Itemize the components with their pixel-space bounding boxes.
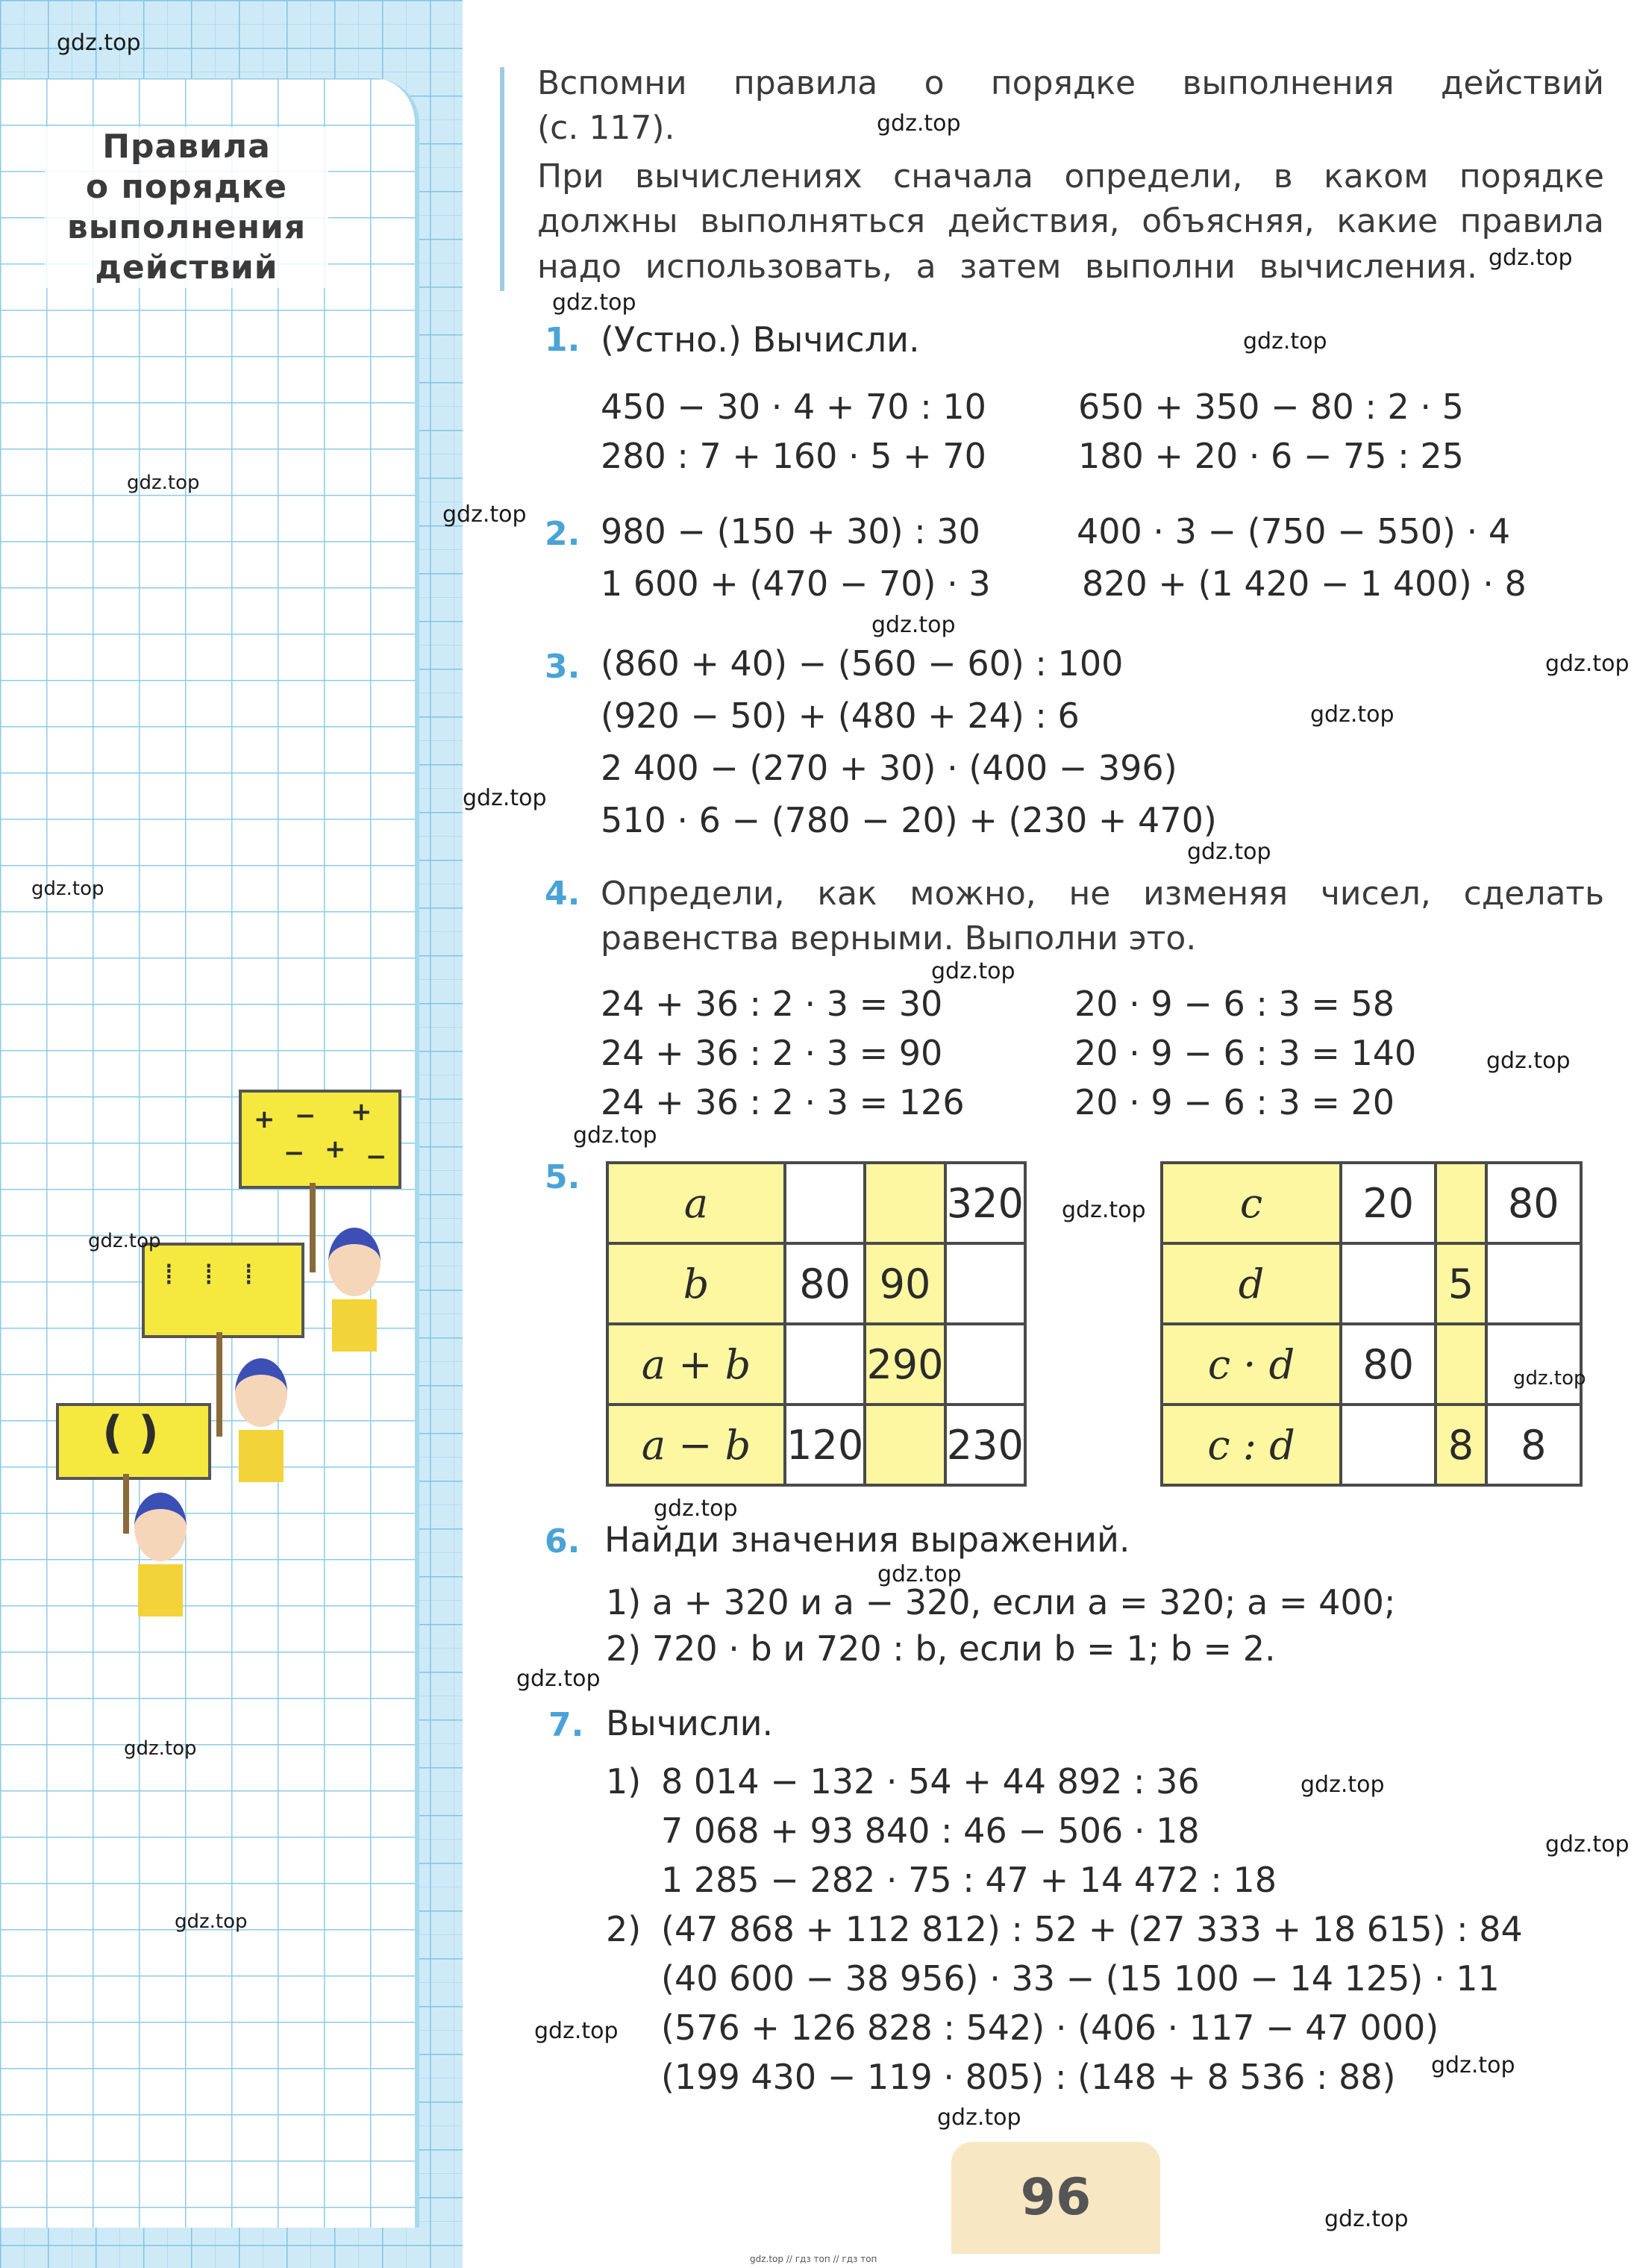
table-row <box>607 1243 1025 1324</box>
table-cell: 90 <box>865 1243 945 1324</box>
table-cell: c <box>1162 1163 1341 1243</box>
watermark: gdz.top <box>1187 839 1271 865</box>
watermark: gdz.top <box>1431 2052 1515 2078</box>
watermark: gdz.top <box>937 2105 1021 2131</box>
watermark: gdz.top <box>1489 245 1573 271</box>
plus-icon: + <box>351 1097 372 1127</box>
table-cell <box>865 1163 945 1243</box>
expression: 980 − (150 + 30) : 30 <box>601 511 980 552</box>
table-cell <box>1486 1243 1581 1324</box>
watermark: gdz.top <box>534 2018 619 2044</box>
expression: 1) a + 320 и a − 320, если a = 320; a = 400; <box>606 1582 1396 1622</box>
table-cell <box>1341 1243 1436 1324</box>
table-cell: 8 <box>1436 1405 1486 1485</box>
rules-title-line: действий <box>95 249 278 287</box>
plus-icon: + <box>254 1105 275 1134</box>
watermark: gdz.top <box>871 612 956 638</box>
watermark: gdz.top <box>1243 328 1327 354</box>
bottom-watermark: gdz.top // гдз топ // гдз топ <box>750 2254 877 2264</box>
table-cell: 80 <box>1341 1324 1436 1405</box>
expression: (40 600 − 38 956) · 33 − (15 100 − 14 125) · 11 <box>661 1958 1500 1999</box>
rules-title-line: о порядке <box>85 168 288 206</box>
expression: (47 868 + 112 812) : 52 + (27 333 + 18 615) : 84 <box>661 1909 1523 1949</box>
equation: 20 · 9 − 6 : 3 = 58 <box>1074 984 1395 1024</box>
table-cell: 80 <box>785 1243 865 1324</box>
rules-title-line: Правила <box>102 128 271 166</box>
task-number: 2. <box>545 515 580 553</box>
table-cell: 20 <box>1341 1163 1436 1243</box>
watermark: gdz.top <box>1545 651 1630 677</box>
task-number: 1. <box>545 321 580 359</box>
expression: 2) 720 · b и 720 : b, если b = 1; b = 2. <box>606 1628 1276 1669</box>
table-row <box>607 1405 1025 1485</box>
table-cell: 320 <box>945 1163 1025 1243</box>
watermark: gdz.top <box>463 785 547 811</box>
table-cell: 230 <box>945 1405 1025 1485</box>
watermark: gdz.top <box>654 1496 738 1522</box>
minus-icon: − <box>284 1138 305 1168</box>
kid-top <box>328 1228 381 1352</box>
minus-icon: − <box>295 1101 316 1131</box>
expression: (576 + 126 828 : 542) · (406 · 117 − 47 000) <box>661 2008 1439 2048</box>
equation: 20 · 9 − 6 : 3 = 20 <box>1074 1082 1395 1122</box>
equation: 24 + 36 : 2 · 3 = 126 <box>601 1082 965 1122</box>
kid-middle <box>235 1358 287 1482</box>
table-row <box>1162 1243 1581 1324</box>
task-number: 5. <box>545 1158 580 1196</box>
watermark: gdz.top <box>1324 2206 1409 2232</box>
table-a-b <box>606 1161 1027 1487</box>
watermark: gdz.top <box>175 1911 248 1933</box>
sign-pole <box>123 1474 129 1534</box>
table-cell: b <box>607 1243 785 1324</box>
table-cell <box>1436 1324 1486 1405</box>
watermark: gdz.top <box>573 1122 657 1149</box>
expression: 820 + (1 420 − 1 400) · 8 <box>1082 563 1527 604</box>
table-cell <box>865 1405 945 1485</box>
expression: 8 014 − 132 · 54 + 44 892 : 36 <box>661 1761 1200 1802</box>
watermark: gdz.top <box>1545 1831 1630 1858</box>
watermark: gdz.top <box>877 110 961 137</box>
part-number: 2) <box>606 1909 642 1949</box>
table-cell <box>1436 1163 1486 1243</box>
equation: 20 · 9 − 6 : 3 = 140 <box>1074 1033 1417 1073</box>
table-row <box>1162 1405 1581 1485</box>
table-cell: c : d <box>1162 1405 1341 1485</box>
rules-title <box>45 127 328 288</box>
watermark: gdz.top <box>516 1666 601 1692</box>
kids-illustration <box>45 1090 403 1627</box>
table-cell: a − b <box>607 1405 785 1485</box>
intro-line: (с. 117). <box>537 109 675 147</box>
table-cell <box>945 1324 1025 1405</box>
intro-line: При вычислениях сначала определи, в каком порядке <box>537 157 1604 196</box>
watermark: gdz.top <box>57 30 141 56</box>
watermark: gdz.top <box>88 1230 161 1252</box>
table-cell: a <box>607 1163 785 1243</box>
watermark: gdz.top <box>1513 1367 1586 1390</box>
expression: 650 + 350 − 80 : 2 · 5 <box>1078 387 1464 427</box>
expression: 2 400 − (270 + 30) · (400 − 396) <box>601 748 1177 788</box>
watermark: gdz.top <box>877 1561 962 1587</box>
table-cell <box>785 1163 865 1243</box>
part-number: 1) <box>606 1761 642 1802</box>
rules-title-line: выполнения <box>66 208 307 246</box>
watermark: gdz.top <box>124 1737 197 1760</box>
watermark: gdz.top <box>552 290 636 316</box>
watermark: gdz.top <box>1062 1197 1146 1223</box>
table-c-d <box>1160 1161 1583 1487</box>
intro-line: надо использовать, а затем выполни вычисления. <box>537 248 1477 286</box>
table-row <box>1162 1163 1581 1243</box>
table-cell: 120 <box>785 1405 865 1485</box>
task-number: 6. <box>545 1522 580 1561</box>
table-cell: a + b <box>607 1324 785 1405</box>
expression: 1 285 − 282 · 75 : 47 + 14 472 : 18 <box>661 1860 1277 1900</box>
table-cell <box>1341 1405 1436 1485</box>
sign-pole <box>216 1332 222 1437</box>
table-cell: 80 <box>1486 1163 1581 1243</box>
table-cell: 8 <box>1486 1405 1581 1485</box>
table-row <box>607 1163 1025 1243</box>
table-cell: d <box>1162 1243 1341 1324</box>
plus-icon: + <box>325 1134 346 1164</box>
parentheses-label: ( ) <box>102 1407 159 1459</box>
intro-line: должны выполняться действия, объясняя, какие правила <box>537 202 1604 240</box>
table-cell: 290 <box>865 1324 945 1405</box>
expression: (199 430 − 119 · 805) : (148 + 8 536 : 88) <box>661 2057 1396 2097</box>
task-number: 4. <box>545 875 580 913</box>
expression: 280 : 7 + 160 · 5 + 70 <box>601 436 986 476</box>
dot-cards: ⁞ ⁞ ⁞ <box>164 1258 264 1292</box>
expression: 1 600 + (470 − 70) · 3 <box>601 563 991 604</box>
watermark: gdz.top <box>1486 1048 1571 1074</box>
sign-pole <box>310 1183 316 1272</box>
watermark: gdz.top <box>127 472 200 494</box>
expression: 400 · 3 − (750 − 550) · 4 <box>1077 511 1511 552</box>
watermark: gdz.top <box>1310 702 1395 728</box>
table-row <box>1162 1324 1581 1405</box>
equation: 24 + 36 : 2 · 3 = 30 <box>601 984 943 1024</box>
watermark: gdz.top <box>1300 1772 1385 1798</box>
task-title: равенства верными. Выполни это. <box>601 919 1197 958</box>
table-cell <box>1486 1324 1581 1405</box>
watermark: gdz.top <box>442 502 527 528</box>
task-number: 7. <box>548 1706 584 1744</box>
expression: 450 − 30 · 4 + 70 : 10 <box>601 387 986 427</box>
intro-bar <box>500 67 504 291</box>
table-cell: c · d <box>1162 1324 1341 1405</box>
table-row <box>607 1324 1025 1405</box>
expression: 7 068 + 93 840 : 46 − 506 · 18 <box>661 1811 1200 1851</box>
watermark: gdz.top <box>931 958 1015 984</box>
equation: 24 + 36 : 2 · 3 = 90 <box>601 1033 943 1073</box>
table-cell <box>785 1324 865 1405</box>
expression: (860 + 40) − (560 − 60) : 100 <box>601 643 1124 684</box>
table-cell <box>945 1243 1025 1324</box>
expression: 180 + 20 · 6 − 75 : 25 <box>1078 436 1464 476</box>
task-title: Вычисли. <box>606 1703 774 1743</box>
watermark: gdz.top <box>31 878 104 900</box>
task-title: (Устно.) Вычисли. <box>601 319 920 360</box>
table-cell: 5 <box>1436 1243 1486 1324</box>
minus-icon: − <box>366 1142 387 1172</box>
expression: 510 · 6 − (780 − 20) + (230 + 470) <box>601 800 1217 840</box>
intro-line: Вспомни правила о порядке выполнения действий <box>537 64 1604 102</box>
task-title: Найди значения выражений. <box>604 1519 1130 1560</box>
expression: (920 − 50) + (480 + 24) : 6 <box>601 696 1080 736</box>
task-title: Определи, как можно, не изменяя чисел, сделать <box>601 875 1604 913</box>
task-number: 3. <box>545 648 580 686</box>
kid-bottom <box>134 1493 187 1616</box>
page-number: 96 <box>1020 2168 1092 2227</box>
